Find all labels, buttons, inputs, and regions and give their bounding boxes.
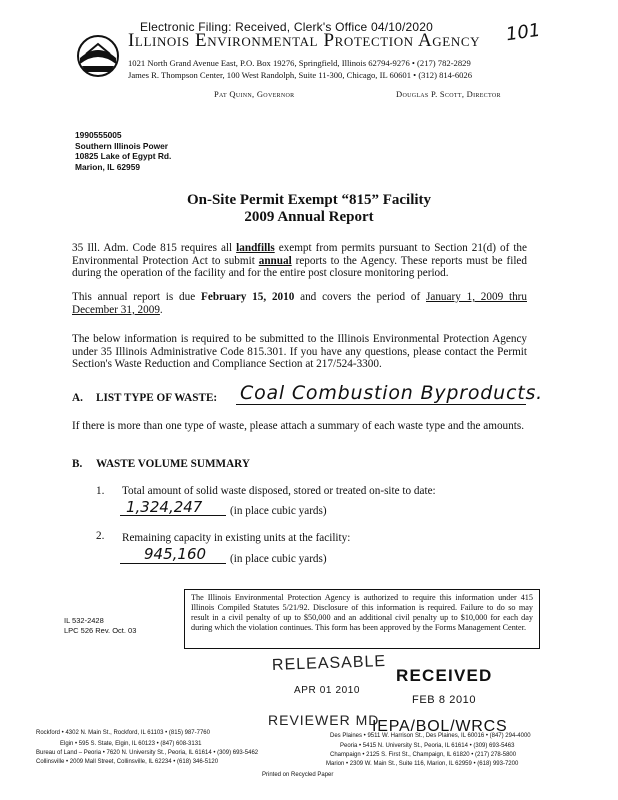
form-code-2: LPC 526 Rev. Oct. 03 — [64, 626, 137, 635]
item2-value[interactable]: 945,160 — [144, 545, 207, 563]
received-stamp: RECEIVED — [396, 666, 493, 685]
recycled-paper-note: Printed on Recycled Paper — [262, 772, 334, 778]
item1-value[interactable]: 1,324,247 — [126, 498, 203, 516]
agency-name: Illinois Environmental Protection Agency — [128, 30, 481, 51]
intro-paragraph — [72, 242, 527, 280]
item2-text: Remaining capacity in existing units at the facility: — [122, 532, 351, 544]
requirement-paragraph: The below information is required to be submitted to the Illinois Environmental Protection Agency under 35 Illinois Administrative Code 815.301. If you have any questions, please contact the Permit Section's Waste Reduction and Compliance Section at 217/524-3300. — [72, 333, 527, 371]
due-date-paragraph — [72, 291, 527, 316]
recipient-name: Southern Illinois Power — [75, 140, 169, 151]
address-line-1: 1021 North Grand Avenue East, P.O. Box 19276, Springfield, Illinois 62794-9276 • (217) 782-2829 — [128, 58, 471, 68]
footer-right-2: Peoria • 5415 N. University St., Peoria, IL 61614 • (309) 693-5463 — [340, 743, 515, 749]
footer-right-1: Des Plaines • 9511 W. Harrison St., Des Plaines, IL 60016 • (847) 294-4000 — [330, 733, 531, 739]
p1-a: 35 Ill. Adm. Code 815 requires all — [72, 242, 237, 254]
footer-left-4: Collinsville • 2009 Mall Street, Collinsville, IL 62234 • (618) 346-5120 — [36, 759, 219, 765]
bureau-stamp: IEPA/BOL/WRCS — [372, 718, 508, 735]
waste-type-value[interactable]: Coal Combustion Byproducts. — [240, 382, 544, 404]
waste-type-line — [236, 404, 526, 405]
handwritten-mark: 101 — [504, 19, 542, 46]
footer-right-4: Marion • 2309 W. Main St., Suite 116, Marion, IL 62959 • (618) 993-7200 — [326, 761, 519, 767]
p1-landfills: landfills — [236, 242, 275, 254]
p2-e: . — [159, 303, 163, 316]
disclosure-notice: The Illinois Environmental Protection Agency is authorized to require this information under 415 Illinois Compiled Statutes 5/21/92. Disclosure of this information is required. Failure to do so may result in a civil penalty of up to $50,000 and an additional civil penalty up to $10,000 for each day during which the violation continues. This form has been approved by the Forms Management Center. — [184, 589, 540, 649]
section-b-heading: WASTE VOLUME SUMMARY — [96, 458, 250, 470]
page-subtitle: 2009 Annual Report — [244, 209, 374, 225]
item1-number: 1. — [96, 485, 105, 497]
agency-logo-icon — [76, 34, 120, 78]
item1-line — [120, 515, 226, 516]
p2-due-date: February 15, 2010 — [201, 291, 295, 303]
received-date: FEB 8 2010 — [412, 694, 477, 706]
p1-annual: annual — [258, 254, 292, 267]
item1-text: Total amount of solid waste disposed, stored or treated on-site to date: — [122, 485, 436, 497]
section-a-heading: LIST TYPE OF WASTE: — [96, 392, 218, 404]
item2-line — [120, 563, 226, 564]
footer-left-1: Rockford • 4302 N. Main St., Rockford, IL 61103 • (815) 987-7760 — [36, 730, 210, 736]
footer-right-3: Champaign • 2125 S. First St., Champaign, IL 61820 • (217) 278-5800 — [330, 752, 517, 758]
section-a-label: A. — [72, 392, 83, 404]
p2-period: January 1, 2009 thru December 31, 2009 — [72, 291, 527, 316]
page-title: On-Site Permit Exempt “815” Facility — [186, 192, 432, 208]
releasable-date: APR 01 2010 — [294, 685, 361, 696]
recipient-street: 10825 Lake of Egypt Rd. — [75, 151, 172, 161]
section-b-label: B. — [72, 458, 83, 470]
item2-number: 2. — [96, 530, 105, 542]
reviewer-stamp: REVIEWER MD — [268, 712, 380, 728]
address-line-2: James R. Thompson Center, 100 West Randolph, Suite 11-300, Chicago, IL 60601 • (312) 814-6026 — [128, 70, 473, 80]
item2-unit: (in place cubic yards) — [230, 553, 327, 565]
form-code-1: IL 532-2428 — [64, 616, 104, 625]
item1-unit: (in place cubic yards) — [230, 505, 327, 517]
p1-c: exempt from permits pursuant to Section 21(d) of the Environmental Protection Act to submit — [72, 242, 527, 267]
releasable-stamp: RELEASABLE — [271, 653, 387, 674]
governor: Pat Quinn, Governor — [214, 89, 295, 99]
p2-c: and covers the period of — [294, 291, 427, 303]
section-a-note: If there is more than one type of waste, please attach a summary of each waste type and the amounts. — [72, 420, 524, 432]
efiling-stamp: Electronic Filing: Received, Clerk's Office 04/10/2020 — [140, 20, 434, 34]
recipient-block — [75, 130, 171, 172]
recipient-city: Marion, IL 62959 — [75, 161, 141, 172]
footer-left-2: Elgin • 595 S. State, Elgin, IL 60123 • (847) 608-3131 — [60, 741, 202, 747]
footer-left-3: Bureau of Land – Peoria • 7620 N. University St., Peoria, IL 61614 • (309) 693-5462 — [36, 750, 259, 756]
recipient-id: 1990555005 — [75, 130, 122, 140]
p1-e: reports to the Agency. These reports must be filed during the operation of the facility and for the entire post closure monitoring period. — [72, 254, 527, 280]
director: Douglas P. Scott, Director — [396, 89, 501, 99]
p2-a: This annual report is due — [72, 291, 202, 303]
